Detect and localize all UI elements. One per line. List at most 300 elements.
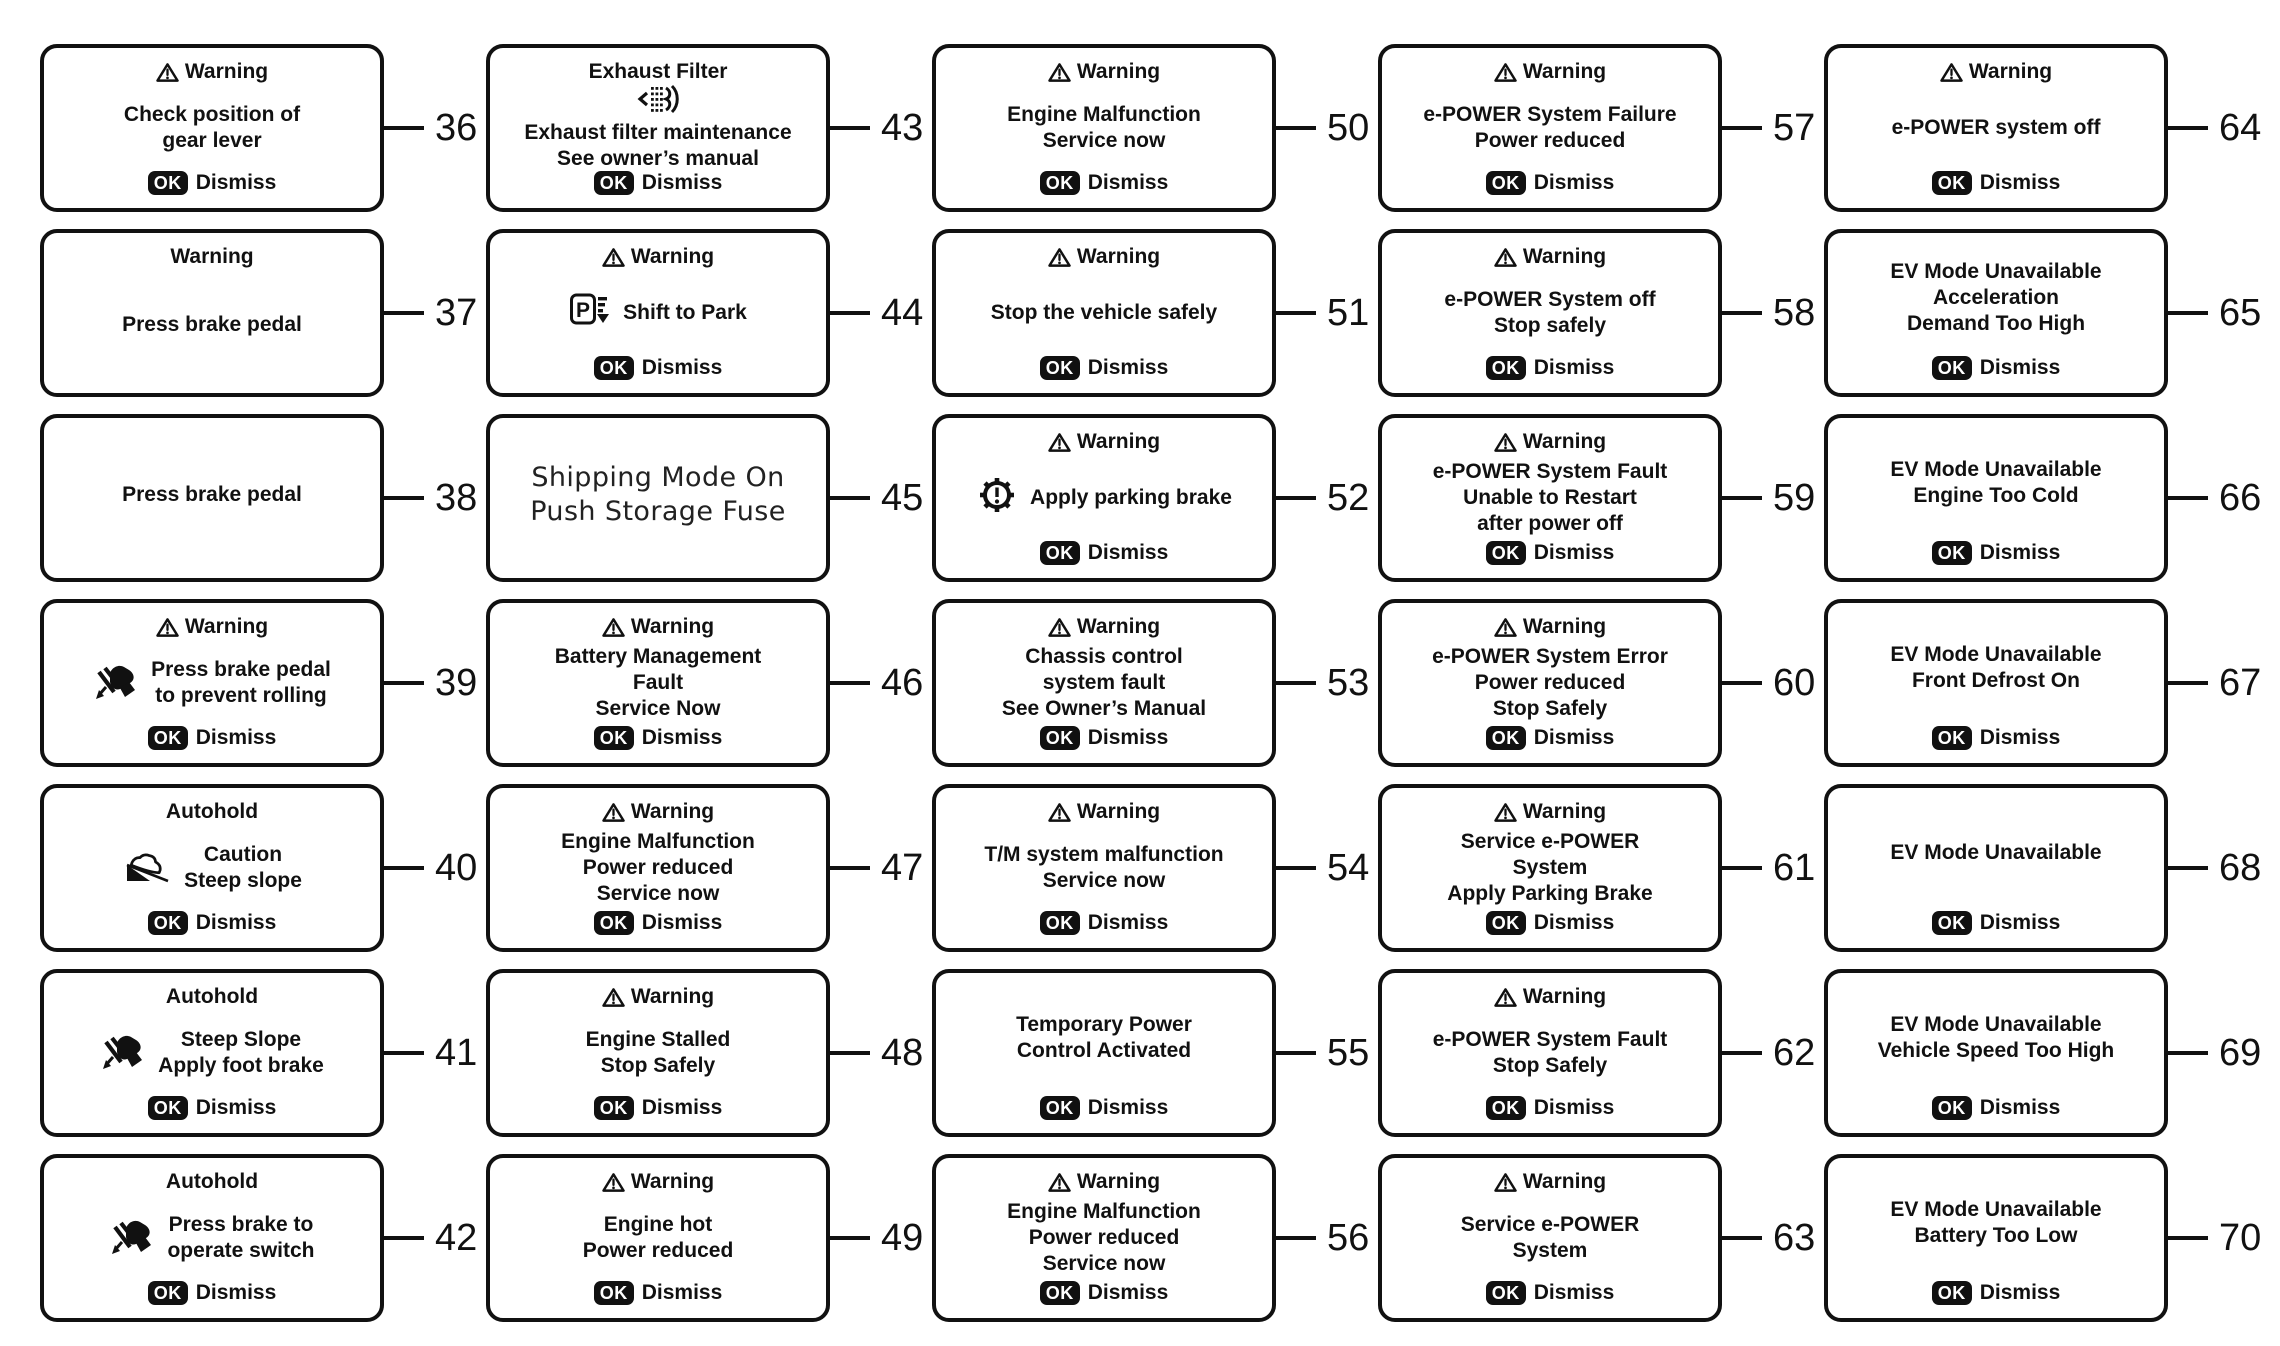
cluster-message-screen [40, 229, 384, 397]
warning-card-cell [486, 1154, 932, 1339]
item-number: 39 [435, 662, 478, 704]
warning-card-cell [1378, 969, 1824, 1154]
card-footer [1838, 911, 2154, 935]
cluster-message-screen [40, 414, 384, 582]
callout [1273, 1034, 1369, 1072]
callout [1719, 479, 1815, 517]
card-header [946, 55, 1262, 84]
card-body [1392, 824, 1708, 911]
card-body [54, 269, 370, 380]
callout [827, 849, 923, 887]
item-number: 43 [881, 107, 924, 149]
card-body [1392, 84, 1708, 171]
message-text [991, 300, 1217, 326]
message-line: after power off [1477, 511, 1623, 535]
ok-button: OK [148, 1096, 188, 1120]
card-footer [1838, 726, 2154, 750]
card-body [946, 980, 1262, 1096]
item-number: 56 [1327, 1217, 1370, 1259]
callout [381, 294, 477, 332]
card-header [1392, 55, 1708, 84]
message-line: EV Mode Unavailable [1890, 643, 2102, 666]
cluster-message-screen [486, 969, 830, 1137]
dismiss-label: Dismiss [641, 1281, 723, 1304]
ok-button: OK [1040, 1096, 1080, 1120]
card-footer [1838, 541, 2154, 565]
message-line: Stop safely [1493, 313, 1607, 337]
callout-line [1719, 866, 1762, 869]
item-number: 47 [881, 847, 924, 889]
callout [2165, 664, 2261, 702]
card-title: Warning [1522, 1170, 1607, 1193]
card-footer [1392, 726, 1708, 750]
item-number: 70 [2219, 1217, 2262, 1259]
callout-line [381, 311, 424, 314]
ok-button: OK [1486, 541, 1526, 565]
message-text [158, 1027, 324, 1079]
warning-card-cell [40, 599, 486, 784]
message-line: Unable to Restart [1463, 485, 1637, 509]
card-header [54, 1165, 370, 1194]
warning-card-cell [932, 1154, 1378, 1339]
message-line: Engine Too Cold [1913, 484, 2079, 507]
card-body [1838, 1165, 2154, 1281]
dismiss-label: Dismiss [1533, 1096, 1615, 1119]
card-body [500, 639, 816, 726]
ok-button: OK [1932, 726, 1972, 750]
callout-line [2165, 1051, 2208, 1054]
card-body [54, 1194, 370, 1281]
callout [381, 479, 477, 517]
card-header [1838, 55, 2154, 84]
callout-line [1719, 126, 1762, 129]
message-text [984, 842, 1223, 894]
card-body [54, 639, 370, 726]
card-title: Warning [1076, 60, 1161, 83]
card-body [1838, 610, 2154, 726]
message-line: Press brake pedal [122, 483, 302, 506]
message-text [1461, 1212, 1640, 1264]
item-number: 48 [881, 1032, 924, 1074]
card-title: Warning [630, 615, 715, 638]
card-footer [500, 1096, 816, 1120]
callout-line [1719, 681, 1762, 684]
cluster-message-screen [1378, 969, 1722, 1137]
card-footer [500, 171, 816, 195]
card-title: Warning [1522, 60, 1607, 83]
card-body [1838, 980, 2154, 1096]
ok-button: OK [1932, 1096, 1972, 1120]
card-footer [54, 911, 370, 935]
item-number: 37 [435, 292, 478, 334]
ok-button: OK [1486, 1096, 1526, 1120]
ok-button: OK [594, 171, 634, 195]
card-body [946, 1194, 1262, 1281]
warning-card-cell [1378, 784, 1824, 969]
dismiss-label: Dismiss [195, 726, 277, 749]
message-text [167, 1212, 314, 1264]
callout-line [1719, 1051, 1762, 1054]
card-body [54, 84, 370, 171]
warning-triangle-icon [1494, 802, 1517, 823]
warning-card-cell [1824, 44, 2270, 229]
warning-card-cell [1378, 599, 1824, 784]
cluster-message-screen [40, 969, 384, 1137]
card-footer [946, 171, 1262, 195]
message-line: Engine Stalled [585, 1027, 731, 1051]
item-number: 38 [435, 477, 478, 519]
message-text [586, 1027, 731, 1079]
message-text [1890, 642, 2101, 694]
message-text [1890, 840, 2101, 866]
dismiss-label: Dismiss [1533, 1281, 1615, 1304]
dismiss-label: Dismiss [641, 356, 723, 379]
ok-button: OK [1486, 911, 1526, 935]
warning-card-cell [932, 44, 1378, 229]
card-title: Warning [1522, 245, 1607, 268]
message-text [122, 482, 302, 508]
body-icon [109, 1213, 155, 1262]
callout-line [1273, 496, 1316, 499]
message-line: Service now [596, 881, 720, 905]
message-text [1878, 1012, 2115, 1064]
card-title: Warning [170, 245, 254, 268]
warning-card-cell [932, 969, 1378, 1154]
message-text [1447, 829, 1652, 907]
ok-button: OK [1040, 541, 1080, 565]
cluster-message-screen [40, 1154, 384, 1322]
item-number: 62 [1773, 1032, 1816, 1074]
brake-pedal-icon [93, 658, 139, 707]
message-line: to prevent rolling [155, 683, 327, 707]
message-text [623, 300, 747, 326]
body-icon [100, 1028, 146, 1077]
callout-line [1273, 126, 1316, 129]
ok-button: OK [1932, 1281, 1972, 1305]
exhaust-filter-icon [635, 84, 681, 119]
warning-card-cell [932, 599, 1378, 784]
message-line: Service Now [595, 696, 721, 720]
callout [827, 1219, 923, 1257]
item-number: 46 [881, 662, 924, 704]
message-line: Power reduced [1028, 1225, 1180, 1249]
item-number: 45 [881, 477, 924, 519]
cluster-message-screen [486, 229, 830, 397]
item-number: 51 [1327, 292, 1370, 334]
warning-card-cell [40, 414, 486, 599]
warning-triangle-icon [1048, 617, 1071, 638]
warning-card-cell [40, 229, 486, 414]
message-text [1007, 1199, 1201, 1277]
message-text [1007, 102, 1201, 154]
dismiss-label: Dismiss [641, 911, 723, 934]
card-footer [500, 356, 816, 380]
card-title: Warning [630, 1170, 715, 1193]
item-number: 69 [2219, 1032, 2262, 1074]
cluster-message-screen [1824, 599, 2168, 767]
message-line: Shipping Mode On [531, 462, 785, 493]
item-number: 50 [1327, 107, 1370, 149]
card-footer [54, 171, 370, 195]
card-body [500, 1194, 816, 1281]
warning-card-cell [1824, 414, 2270, 599]
card-body [946, 269, 1262, 356]
warning-triangle-icon [602, 987, 625, 1008]
warning-triangle-icon [1494, 617, 1517, 638]
warning-card-cell [40, 44, 486, 229]
dismiss-label: Dismiss [1087, 356, 1169, 379]
cluster-message-screen [40, 784, 384, 952]
dismiss-label: Dismiss [195, 1096, 277, 1119]
card-header [1392, 240, 1708, 269]
callout [827, 109, 923, 147]
callout-line [1719, 1236, 1762, 1239]
callout [1719, 664, 1815, 702]
cluster-message-screen [1378, 599, 1722, 767]
card-title: Warning [1076, 245, 1161, 268]
callout [2165, 1219, 2261, 1257]
warning-triangle-icon [1048, 247, 1071, 268]
card-footer [1392, 171, 1708, 195]
callout [827, 1034, 923, 1072]
warning-card-cell [486, 44, 932, 229]
message-line: Battery Too Low [1914, 1224, 2078, 1247]
card-header [54, 55, 370, 84]
item-number: 49 [881, 1217, 924, 1259]
ok-button: OK [148, 171, 188, 195]
cluster-message-screen [932, 414, 1276, 582]
dismiss-label: Dismiss [1533, 541, 1615, 564]
card-footer [946, 1096, 1262, 1120]
card-body [54, 425, 370, 565]
body-icon [569, 292, 611, 333]
ok-button: OK [1040, 1281, 1080, 1305]
cluster-message-screen [486, 414, 830, 582]
warning-triangle-icon [1048, 1172, 1071, 1193]
card-body [54, 824, 370, 911]
item-number: 41 [435, 1032, 478, 1074]
message-line: e-POWER system off [1891, 115, 2101, 139]
dismiss-label: Dismiss [1979, 1096, 2061, 1119]
message-text [1433, 1027, 1668, 1079]
card-body [1392, 454, 1708, 541]
ok-button: OK [148, 911, 188, 935]
message-line: EV Mode Unavailable [1890, 1013, 2102, 1036]
cluster-message-screen [1378, 44, 1722, 212]
message-line: Service e-POWER [1460, 829, 1640, 853]
callout [381, 849, 477, 887]
callout-line [381, 496, 424, 499]
card-header [1392, 610, 1708, 639]
body-icon [93, 658, 139, 707]
cluster-message-screen [932, 784, 1276, 952]
message-text [1444, 287, 1655, 339]
item-number: 52 [1327, 477, 1370, 519]
ok-button: OK [1932, 911, 1972, 935]
warning-card-cell [486, 969, 932, 1154]
callout [381, 1219, 477, 1257]
cluster-message-screen [1824, 229, 2168, 397]
callout [1273, 109, 1369, 147]
card-header [1392, 1165, 1708, 1194]
cluster-message-screen [40, 44, 384, 212]
ok-button: OK [594, 911, 634, 935]
card-header [946, 240, 1262, 269]
warning-card-cell [932, 229, 1378, 414]
dismiss-label: Dismiss [195, 911, 277, 934]
cluster-message-screen [1824, 414, 2168, 582]
message-line: Stop the vehicle safely [990, 300, 1218, 324]
dismiss-label: Dismiss [1979, 356, 2061, 379]
warning-triangle-icon [1940, 62, 1963, 83]
callout-line [2165, 496, 2208, 499]
dismiss-label: Dismiss [1533, 171, 1615, 194]
cluster-message-screen [1824, 969, 2168, 1137]
warning-card-cell [486, 784, 932, 969]
message-line: Exhaust filter maintenance [524, 120, 792, 144]
warning-triangle-icon [602, 247, 625, 268]
message-line: e-POWER System Fault [1432, 459, 1668, 483]
card-header [500, 795, 816, 824]
message-line: T/M system malfunction [984, 842, 1224, 866]
callout-line [381, 1236, 424, 1239]
warning-triangle-icon [1048, 802, 1071, 823]
item-number: 61 [1773, 847, 1816, 889]
message-line: Engine hot [603, 1212, 713, 1236]
message-text [1423, 102, 1676, 154]
item-number: 63 [1773, 1217, 1816, 1259]
ok-button: OK [1932, 171, 1972, 195]
card-header [500, 610, 816, 639]
message-text [1890, 1197, 2101, 1249]
card-body [1392, 1194, 1708, 1281]
card-title: Exhaust Filter [588, 60, 728, 83]
card-footer [54, 1281, 370, 1305]
callout-line [2165, 1236, 2208, 1239]
warning-card-cell [1378, 44, 1824, 229]
message-line: Control Activated [1016, 1039, 1192, 1062]
callout-line [2165, 681, 2208, 684]
callout [1273, 294, 1369, 332]
item-number: 57 [1773, 107, 1816, 149]
cluster-message-screen [932, 1154, 1276, 1322]
card-footer [1392, 541, 1708, 565]
card-header [946, 795, 1262, 824]
callout-line [381, 1051, 424, 1054]
card-footer [946, 356, 1262, 380]
message-text [524, 120, 791, 172]
warning-card-cell [40, 784, 486, 969]
dismiss-label: Dismiss [1087, 911, 1169, 934]
brake-pedal-icon [109, 1213, 155, 1262]
ok-button: OK [1040, 171, 1080, 195]
message-text [1432, 644, 1668, 722]
message-line: Caution [203, 842, 283, 866]
item-number: 42 [435, 1217, 478, 1259]
message-line: Stop Safely [1492, 1053, 1608, 1077]
card-title: Autohold [165, 800, 259, 823]
car-on-slope-icon [122, 845, 172, 890]
callout-line [827, 681, 870, 684]
card-footer [1392, 356, 1708, 380]
ok-button: OK [148, 726, 188, 750]
callout [1273, 1219, 1369, 1257]
callout-line [381, 681, 424, 684]
card-header [500, 980, 816, 1009]
warning-card-cell [1824, 969, 2270, 1154]
message-text [1890, 457, 2101, 509]
ok-button: OK [594, 356, 634, 380]
callout [1273, 479, 1369, 517]
card-header [500, 55, 816, 84]
callout-line [2165, 126, 2208, 129]
message-text [1892, 115, 2101, 141]
message-line: See Owner’s Manual [1001, 696, 1207, 720]
warning-card-cell [1824, 1154, 2270, 1339]
message-text [1890, 259, 2101, 337]
dismiss-label: Dismiss [1533, 356, 1615, 379]
callout-line [827, 866, 870, 869]
card-body [500, 425, 816, 565]
card-title: Warning [1522, 800, 1607, 823]
message-line: Engine Malfunction [1007, 102, 1201, 126]
card-footer [1392, 1096, 1708, 1120]
message-line: System [1512, 855, 1588, 879]
card-body [946, 84, 1262, 171]
warning-card-cell [1824, 784, 2270, 969]
item-number: 66 [2219, 477, 2262, 519]
message-line: Press brake to [168, 1212, 314, 1236]
cluster-message-screen [1824, 44, 2168, 212]
card-header [1392, 795, 1708, 824]
callout-line [827, 496, 870, 499]
warning-card-cell [1378, 229, 1824, 414]
callout-line [1273, 681, 1316, 684]
card-footer [1838, 1096, 2154, 1120]
message-line: gear lever [162, 128, 262, 152]
callout [2165, 1034, 2261, 1072]
cluster-message-screen [1378, 229, 1722, 397]
message-line: EV Mode Unavailable [1890, 841, 2102, 864]
cluster-message-screen [1378, 784, 1722, 952]
ok-button: OK [1932, 356, 1972, 380]
dismiss-label: Dismiss [195, 1281, 277, 1304]
card-footer [500, 911, 816, 935]
card-footer [946, 541, 1262, 565]
cluster-message-screen [486, 784, 830, 952]
card-body [946, 454, 1262, 541]
dismiss-label: Dismiss [641, 726, 723, 749]
dismiss-label: Dismiss [1979, 1281, 2061, 1304]
message-line: Power reduced [1474, 670, 1626, 694]
card-footer [946, 726, 1262, 750]
card-body [1392, 1009, 1708, 1096]
ok-button: OK [1486, 726, 1526, 750]
card-body [500, 1009, 816, 1096]
card-title: Warning [1076, 1170, 1161, 1193]
cluster-message-screen [1824, 784, 2168, 952]
card-header [946, 425, 1262, 454]
message-line: EV Mode Unavailable [1890, 1198, 2102, 1221]
gear-alert-icon [976, 474, 1018, 521]
card-title: Autohold [165, 985, 259, 1008]
dismiss-label: Dismiss [1533, 911, 1615, 934]
cluster-message-screen [932, 969, 1276, 1137]
item-number: 68 [2219, 847, 2262, 889]
callout [381, 664, 477, 702]
callout [1719, 294, 1815, 332]
dismiss-label: Dismiss [1979, 541, 2061, 564]
